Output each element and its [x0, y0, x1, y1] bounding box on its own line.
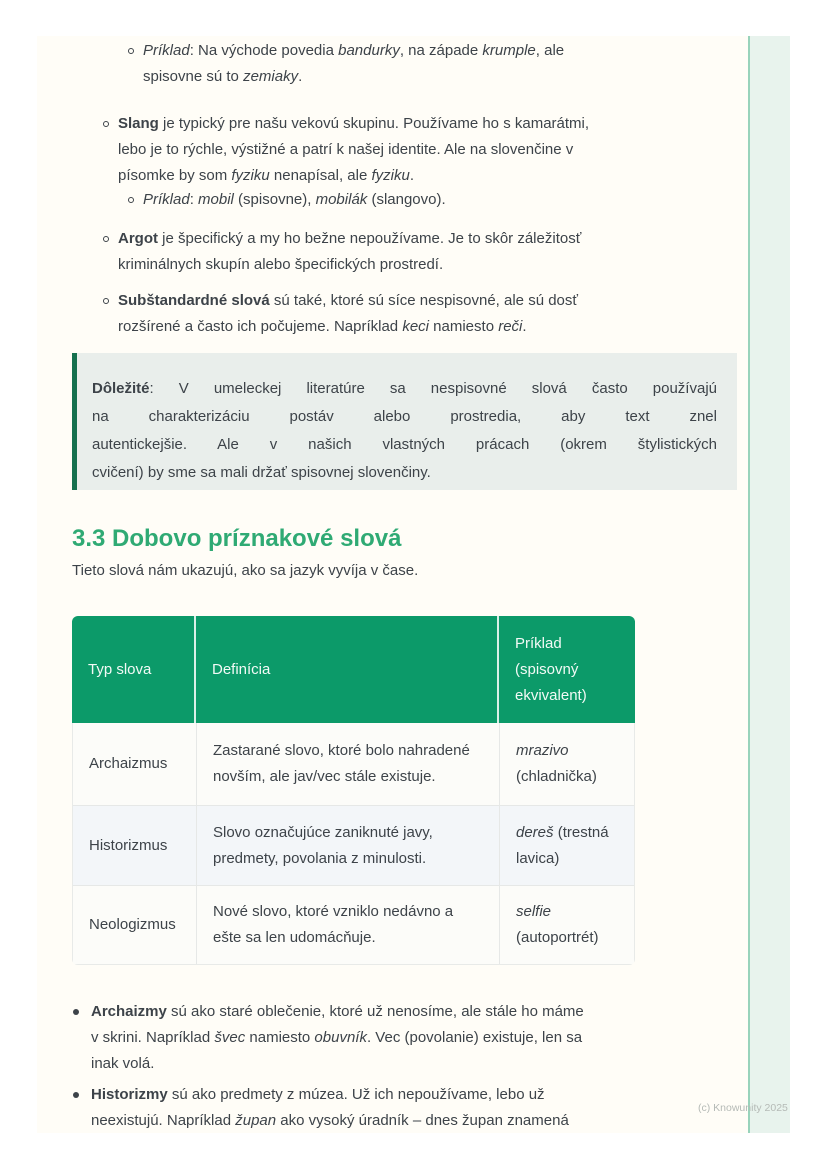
- table-cell-definition: [197, 886, 500, 964]
- table-cell-text: mrazivo (chladnička): [516, 742, 597, 785]
- list-item-text: Príklad: Na východe povedia bandurky, na západe krumple, ale spisovne sú to zemiaky.: [143, 42, 565, 85]
- bullet-circle-icon: [128, 48, 134, 54]
- table-cell-definition: [197, 806, 500, 885]
- bullet-circle-icon: [103, 298, 109, 304]
- callout-line: Dôležité: V umeleckej literatúre sa nespisovné slová často používajú: [92, 380, 717, 397]
- table-cell-text: Slovo označujúce zaniknuté javy, predmety, povolania z minulosti.: [213, 823, 433, 867]
- list-item-text: Subštandardné slová sú také, ktoré sú síce nespisovné, ale sú dosť rozšírené a často ich počujeme. Napríklad keci namiesto reči.: [118, 292, 579, 335]
- table-header-cell: Typ slova: [72, 616, 196, 723]
- table-body: [72, 723, 635, 965]
- list-item: [143, 187, 773, 213]
- table-cell-text: selfie (autoportrét): [516, 903, 599, 946]
- callout-line: autentickejšie. Ale v našich vlastných prácach (okrem štylistických: [92, 436, 717, 453]
- table-cell-type: Archaizmus: [73, 723, 197, 805]
- intro-paragraph: Tieto slová nám ukazujú, ako sa jazyk vyvíja v čase.: [72, 562, 419, 579]
- table-cell-text: Zastarané slovo, ktoré bolo nahradené novším, ale jav/vec stále existuje.: [213, 742, 470, 785]
- table-header-row: [72, 616, 635, 723]
- word-types-table: [72, 616, 635, 965]
- bullet-disc-icon: [73, 1092, 79, 1098]
- callout-line: na charakterizáciu postáv alebo prostredia, aby text znel: [92, 408, 717, 425]
- table-header-cell: Príklad (spisovný ekvivalent): [515, 634, 587, 704]
- list-item-text: Archaizmy sú ako staré oblečenie, ktoré už nenosíme, ale stále ho máme v skrini. Napríklad švec namiesto obuvník. Vec (povolanie) existuje, len sa inak volá.: [91, 1003, 584, 1072]
- table-cell-definition: [197, 723, 500, 805]
- bullet-circle-icon: [103, 121, 109, 127]
- list-item: [118, 288, 748, 340]
- table-cell-example: [500, 886, 635, 964]
- table-cell-type: Historizmus: [73, 806, 197, 885]
- table-cell-text: dereš (trestná lavica): [516, 823, 609, 867]
- bullet-circle-icon: [103, 236, 109, 242]
- table-cell-example: [500, 723, 635, 805]
- list-item-text: Príklad: mobil (spisovne), mobilák (slangovo).: [143, 191, 446, 208]
- list-item-text: Historizmy sú ako predmety z múzea. Už ich nepoužívame, lebo už neexistujú. Napríklad župan ako vysoký úradník – dnes župan znamená: [91, 1086, 569, 1129]
- callout-line: cvičení) by sme sa mali držať spisovnej slovenčiny.: [92, 464, 431, 481]
- table-cell-example: [500, 806, 635, 885]
- list-item-text: Slang je typický pre našu vekovú skupinu. Používame ho s kamarátmi, lebo je to rýchle, výstižné a patrí k našej identite. Ale na slovenčine v písomke by som fyziku nenapísal, ale fyziku.: [118, 115, 590, 184]
- list-item: [143, 38, 773, 90]
- list-item: [118, 111, 748, 189]
- table-cell-type: Neologizmus: [73, 886, 197, 964]
- section-heading: 3.3 Dobovo príznakové slová: [72, 525, 402, 552]
- list-item: [91, 1082, 751, 1133]
- table-row: [73, 806, 634, 886]
- list-item-text: Argot je špecifický a my ho bežne nepoužívame. Je to skôr záležitosť kriminálnych skupín alebo špecifických prostredí.: [118, 230, 582, 273]
- table-cell-text: Nové slovo, ktoré vzniklo nedávno a ešte sa len udomácňuje.: [213, 903, 454, 946]
- bullet-disc-icon: [73, 1009, 79, 1015]
- copyright-watermark: (c) Knowunity 2025: [698, 1102, 788, 1114]
- table-row: [73, 723, 634, 806]
- bullet-circle-icon: [128, 197, 134, 203]
- important-callout: [72, 353, 737, 490]
- table-header-cell: Definícia: [196, 616, 499, 723]
- document-page: [37, 36, 790, 1133]
- list-item: [91, 999, 751, 1077]
- list-item: [118, 226, 748, 278]
- table-row: [73, 886, 634, 964]
